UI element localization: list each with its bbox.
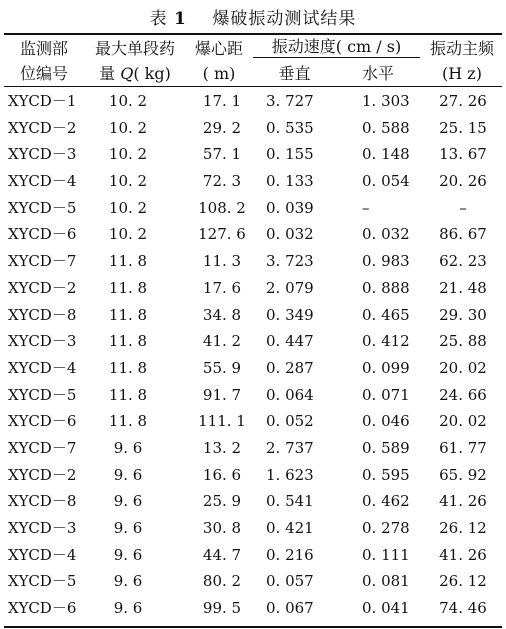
table-row bbox=[0, 221, 506, 248]
charge-cell: 9. 6 bbox=[113, 572, 143, 591]
charge-cell: 9. 6 bbox=[113, 438, 143, 457]
distance-cell: 30. 8 bbox=[202, 519, 242, 537]
frequency-cell: 24. 66 bbox=[439, 385, 487, 404]
charge-cell: 9. 6 bbox=[113, 519, 143, 537]
charge-cell: 9. 6 bbox=[113, 492, 143, 511]
vertical-velocity-cell: 0. 447 bbox=[266, 332, 314, 351]
station-id-cell: XYCD－4 bbox=[8, 172, 77, 191]
vertical-velocity-cell: 0. 155 bbox=[266, 145, 314, 164]
header-frequency-unit: (H z) bbox=[442, 64, 482, 83]
station-id-cell: XYCD－6 bbox=[8, 412, 77, 431]
distance-cell: 17. 6 bbox=[202, 278, 242, 297]
distance-cell: 108. 2 bbox=[198, 198, 246, 217]
distance-cell: 44. 7 bbox=[202, 545, 242, 564]
vertical-velocity-cell: 1. 623 bbox=[266, 465, 314, 484]
charge-cell: 9. 6 bbox=[113, 545, 143, 564]
header-station-id-line2: 位编号 bbox=[19, 64, 68, 83]
distance-cell: 34. 8 bbox=[202, 305, 242, 324]
charge-cell: 11. 8 bbox=[108, 385, 148, 404]
vertical-velocity-cell: 0. 133 bbox=[266, 172, 314, 191]
vertical-velocity-cell: 0. 057 bbox=[266, 572, 314, 591]
station-id-cell: XYCD－5 bbox=[8, 385, 77, 404]
header-vertical: 垂直 bbox=[278, 64, 311, 83]
frequency-cell: 21. 48 bbox=[439, 278, 487, 297]
frequency-cell: 41. 26 bbox=[439, 545, 487, 564]
station-id-cell: XYCD－8 bbox=[8, 492, 77, 511]
table-row bbox=[0, 141, 506, 168]
station-id-cell: XYCD－2 bbox=[8, 278, 77, 297]
frequency-cell: 29. 30 bbox=[439, 305, 487, 324]
vertical-velocity-cell: 2. 079 bbox=[266, 278, 314, 297]
distance-cell: 72. 3 bbox=[202, 172, 242, 191]
horizontal-velocity-cell: 0. 111 bbox=[362, 545, 410, 564]
vertical-velocity-cell: 0. 349 bbox=[266, 305, 314, 324]
table-row bbox=[0, 408, 506, 435]
horizontal-velocity-cell: 0. 412 bbox=[362, 332, 410, 351]
station-id-cell: XYCD－2 bbox=[8, 465, 77, 484]
distance-cell: 80. 2 bbox=[202, 572, 242, 591]
vertical-velocity-cell: 0. 064 bbox=[266, 385, 314, 404]
frequency-cell: 74. 46 bbox=[439, 599, 487, 618]
header-vibration-velocity: 振动速度( cm / s) bbox=[271, 37, 402, 56]
vertical-velocity-cell: 0. 039 bbox=[266, 198, 314, 217]
horizontal-velocity-cell: 0. 099 bbox=[362, 358, 410, 377]
header-horizontal: 水平 bbox=[361, 64, 394, 83]
table-row bbox=[0, 515, 506, 542]
station-id-cell: XYCD－6 bbox=[8, 599, 77, 618]
horizontal-velocity-cell: 0. 462 bbox=[362, 492, 410, 511]
header-charge-prefix: 量 bbox=[99, 64, 121, 83]
header-frequency-line1: 振动主频 bbox=[429, 39, 494, 58]
horizontal-velocity-cell: 0. 032 bbox=[362, 225, 410, 244]
horizontal-velocity-cell: 0. 588 bbox=[362, 118, 410, 137]
header-rule bbox=[4, 86, 502, 87]
frequency-cell: 25. 88 bbox=[439, 332, 487, 351]
header-charge-line1: 最大单段药 bbox=[94, 39, 175, 58]
distance-cell: 16. 6 bbox=[202, 465, 242, 484]
station-id-cell: XYCD－7 bbox=[8, 438, 77, 457]
table-row bbox=[0, 88, 506, 115]
charge-cell: 10. 2 bbox=[108, 225, 148, 244]
horizontal-velocity-cell: 0. 041 bbox=[362, 599, 410, 618]
charge-cell: 11. 8 bbox=[108, 278, 148, 297]
table-row bbox=[0, 435, 506, 462]
frequency-cell: – bbox=[459, 198, 467, 217]
distance-cell: 11. 3 bbox=[202, 252, 242, 271]
charge-cell: 11. 8 bbox=[108, 332, 148, 351]
station-id-cell: XYCD－6 bbox=[8, 225, 77, 244]
frequency-cell: 20. 02 bbox=[439, 358, 487, 377]
table-row bbox=[0, 595, 506, 622]
station-id-cell: XYCD－2 bbox=[8, 118, 77, 137]
frequency-cell: 65. 92 bbox=[439, 465, 487, 484]
table-row bbox=[0, 488, 506, 515]
table-row bbox=[0, 168, 506, 195]
horizontal-velocity-cell: 0. 465 bbox=[362, 305, 410, 324]
horizontal-velocity-cell: 0. 054 bbox=[362, 172, 410, 191]
station-id-cell: XYCD－4 bbox=[8, 545, 77, 564]
horizontal-velocity-cell: 0. 081 bbox=[362, 572, 410, 591]
header-charge-symbol: Q bbox=[120, 64, 134, 83]
distance-cell: 25. 9 bbox=[202, 492, 242, 511]
frequency-cell: 26. 12 bbox=[439, 572, 487, 591]
charge-cell: 10. 2 bbox=[108, 92, 148, 110]
charge-cell: 9. 6 bbox=[113, 599, 143, 618]
horizontal-velocity-cell: 0. 589 bbox=[362, 438, 410, 457]
station-id-cell: XYCD－5 bbox=[8, 198, 77, 217]
horizontal-velocity-cell: 0. 148 bbox=[362, 145, 410, 164]
vertical-velocity-cell: 0. 032 bbox=[266, 225, 314, 244]
vertical-velocity-cell: 3. 727 bbox=[266, 92, 314, 110]
table-row bbox=[0, 462, 506, 489]
vertical-velocity-cell: 0. 421 bbox=[266, 519, 314, 537]
table-body bbox=[0, 88, 506, 622]
horizontal-velocity-cell: – bbox=[362, 198, 370, 217]
frequency-cell: 25. 15 bbox=[439, 118, 487, 137]
distance-cell: 13. 2 bbox=[202, 438, 242, 457]
table-row bbox=[0, 195, 506, 222]
frequency-cell: 62. 23 bbox=[439, 252, 487, 271]
vertical-velocity-cell: 3. 723 bbox=[266, 252, 314, 271]
horizontal-velocity-cell: 1. 303 bbox=[362, 92, 410, 110]
caption-title: 爆破振动测试结果 bbox=[212, 9, 357, 29]
charge-cell: 10. 2 bbox=[108, 118, 148, 137]
horizontal-velocity-cell: 0. 888 bbox=[362, 278, 410, 297]
distance-cell: 29. 2 bbox=[202, 118, 242, 137]
frequency-cell: 26. 12 bbox=[439, 519, 487, 537]
charge-cell: 10. 2 bbox=[108, 145, 148, 164]
charge-cell: 11. 8 bbox=[108, 358, 148, 377]
charge-cell: 9. 6 bbox=[113, 465, 143, 484]
distance-cell: 99. 5 bbox=[202, 599, 242, 618]
header-distance-unit: ( m) bbox=[202, 64, 236, 83]
vertical-velocity-cell: 0. 216 bbox=[266, 545, 314, 564]
header-frequency bbox=[420, 36, 504, 86]
station-id-cell: XYCD－4 bbox=[8, 358, 77, 377]
header-distance bbox=[186, 36, 252, 86]
charge-cell: 11. 8 bbox=[108, 412, 148, 431]
horizontal-velocity-cell: 0. 278 bbox=[362, 519, 410, 537]
table-caption bbox=[0, 4, 506, 29]
horizontal-velocity-cell: 0. 983 bbox=[362, 252, 410, 271]
table-row bbox=[0, 115, 506, 142]
distance-cell: 127. 6 bbox=[198, 225, 246, 244]
header-charge-line2 bbox=[84, 61, 186, 86]
header-charge-unit: ( kg) bbox=[133, 64, 171, 83]
distance-cell: 57. 1 bbox=[202, 145, 242, 164]
frequency-cell: 41. 26 bbox=[439, 492, 487, 511]
horizontal-velocity-cell: 0. 071 bbox=[362, 385, 410, 404]
station-id-cell: XYCD－3 bbox=[8, 332, 77, 351]
station-id-cell: XYCD－1 bbox=[8, 92, 77, 110]
table-row bbox=[0, 542, 506, 569]
caption-prefix: 表 bbox=[149, 9, 168, 29]
frequency-cell: 20. 26 bbox=[439, 172, 487, 191]
header-charge bbox=[84, 36, 186, 86]
horizontal-velocity-cell: 0. 595 bbox=[362, 465, 410, 484]
table-row bbox=[0, 568, 506, 595]
horizontal-velocity-cell: 0. 046 bbox=[362, 412, 410, 431]
charge-cell: 11. 8 bbox=[108, 252, 148, 271]
distance-cell: 41. 2 bbox=[202, 332, 242, 351]
frequency-cell: 20. 02 bbox=[439, 412, 487, 431]
charge-cell: 11. 8 bbox=[108, 305, 148, 324]
station-id-cell: XYCD－3 bbox=[8, 145, 77, 164]
distance-cell: 91. 7 bbox=[202, 385, 242, 404]
charge-cell: 10. 2 bbox=[108, 198, 148, 217]
vertical-velocity-cell: 0. 287 bbox=[266, 358, 314, 377]
header-station-id bbox=[4, 36, 84, 86]
station-id-cell: XYCD－8 bbox=[8, 305, 77, 324]
table-row bbox=[0, 355, 506, 382]
station-id-cell: XYCD－3 bbox=[8, 519, 77, 537]
station-id-cell: XYCD－7 bbox=[8, 252, 77, 271]
table-row bbox=[0, 275, 506, 302]
caption-number: 1 bbox=[173, 9, 187, 29]
bottom-rule bbox=[4, 626, 502, 628]
table-row bbox=[0, 302, 506, 329]
distance-cell: 17. 1 bbox=[202, 92, 242, 110]
distance-cell: 55. 9 bbox=[202, 358, 242, 377]
table-row bbox=[0, 328, 506, 355]
frequency-cell: 27. 26 bbox=[439, 92, 487, 110]
charge-cell: 10. 2 bbox=[108, 172, 148, 191]
frequency-cell: 61. 77 bbox=[439, 438, 487, 457]
header-station-id-line1: 监测部 bbox=[19, 39, 68, 58]
frequency-cell: 86. 67 bbox=[439, 225, 487, 244]
vertical-velocity-cell: 0. 052 bbox=[266, 412, 314, 431]
station-id-cell: XYCD－5 bbox=[8, 572, 77, 591]
table-row bbox=[0, 382, 506, 409]
vertical-velocity-cell: 0. 541 bbox=[266, 492, 314, 511]
table-row bbox=[0, 248, 506, 275]
header-distance-line1: 爆心距 bbox=[194, 39, 243, 58]
vertical-velocity-cell: 0. 535 bbox=[266, 118, 314, 137]
vertical-velocity-cell: 0. 067 bbox=[266, 599, 314, 618]
velocity-group-rule bbox=[253, 57, 420, 58]
distance-cell: 111. 1 bbox=[198, 412, 246, 431]
frequency-cell: 13. 67 bbox=[439, 145, 487, 164]
vertical-velocity-cell: 2. 737 bbox=[266, 438, 314, 457]
